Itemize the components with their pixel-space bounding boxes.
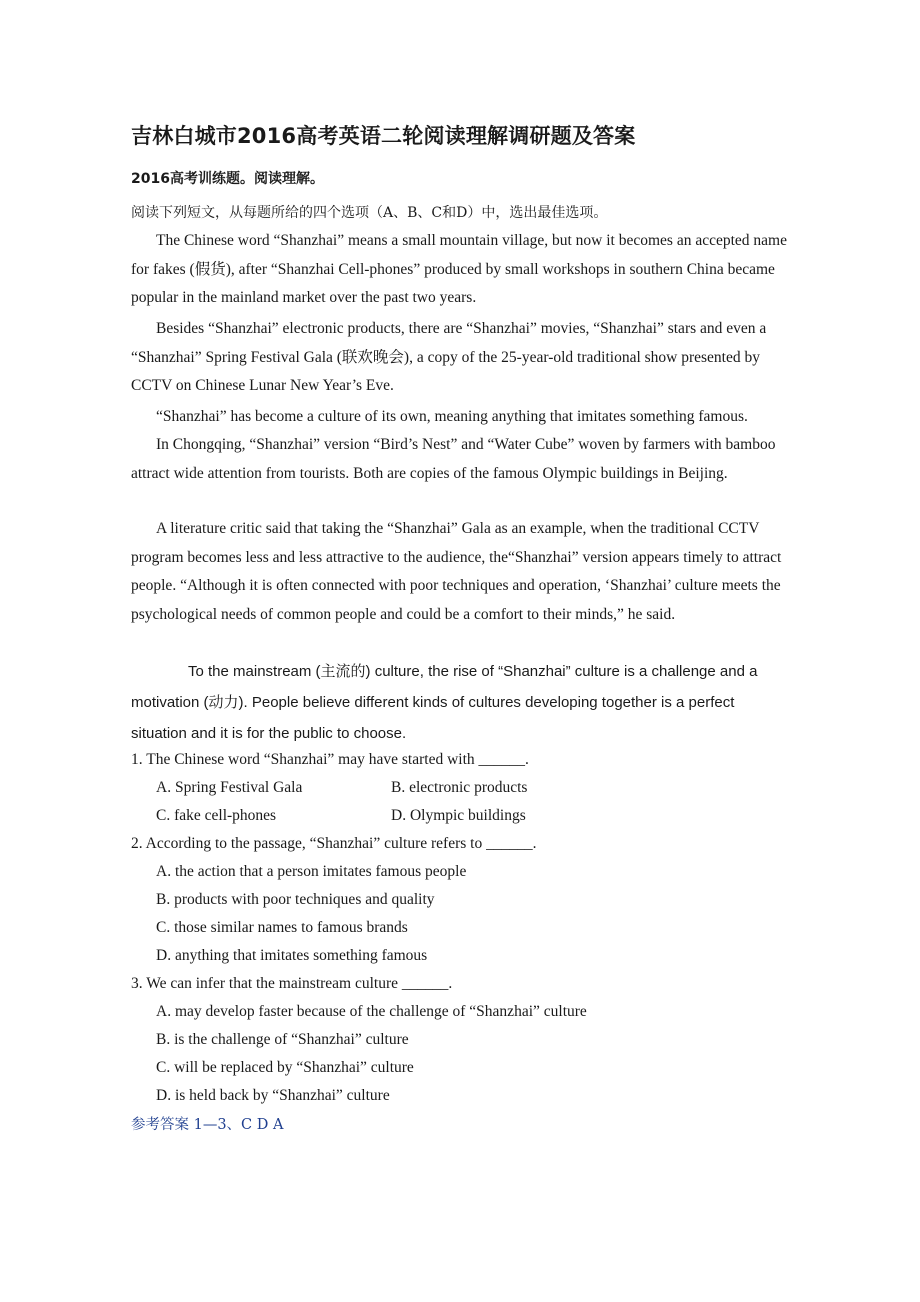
document-subtitle: 2016高考训练题。阅读理解。 xyxy=(131,171,324,187)
passage-paragraph: Besides “Shanzhai” electronic products, there are “Shanzhai” movies, “Shanzhai” stars and even a “Shanzhai” Spring Festival Gala (联欢晚会), a copy of the 25-year-old traditional show presented by CCTV on Chinese Lunar New Year’s Eve. xyxy=(131,320,767,394)
question-1-option-a: A. Spring Festival Gala xyxy=(156,779,303,796)
passage-paragraph: In Chongqing, “Shanzhai” version “Bird’s Nest” and “Water Cube” woven by farmers with bamboo attract wide attention from tourists. Both are copies of the famous Olympic buildings in Beijing. xyxy=(131,436,776,482)
question-2-option-c: C. those similar names to famous brands xyxy=(156,919,408,936)
question-2-option-d: D. anything that imitates something famous xyxy=(156,947,428,964)
reading-instruction: 阅读下列短文，从每题所给的四个选项（A、B、C和D）中，选出最佳选项。 xyxy=(131,205,608,221)
passage-paragraph: A literature critic said that taking the “Shanzhai” Gala as an example, when the traditional CCTV program becomes less and less attractive to the audience, the“Shanzhai” version appears timely to attract people. “Although it is often connected with poor techniques and operation, ‘Shanzhai’ culture meets the psychological needs of common people and could be a comfort to their minds,” he said. xyxy=(131,520,782,623)
passage-paragraph: To the mainstream (主流的) culture, the rise of “Shanzhai” culture is a challenge and a motivation (动力). People believe different kinds of cultures developing together is a perfect situation and it is for the public to choose. xyxy=(131,663,758,742)
question-3-option-d: D. is held back by “Shanzhai” culture xyxy=(156,1087,390,1104)
question-1-option-d: D. Olympic buildings xyxy=(391,807,526,824)
question-3-option-b: B. is the challenge of “Shanzhai” culture xyxy=(156,1031,409,1048)
question-2-stem: 2. According to the passage, “Shanzhai” culture refers to ______. xyxy=(131,835,537,852)
question-1-stem: 1. The Chinese word “Shanzhai” may have started with ______. xyxy=(131,751,529,768)
document-title: 吉林白城市2016高考英语二轮阅读理解调研题及答案 xyxy=(131,124,636,148)
question-3-option-a: A. may develop faster because of the challenge of “Shanzhai” culture xyxy=(156,1003,587,1020)
question-3-stem: 3. We can infer that the mainstream culture ______. xyxy=(131,975,453,992)
question-2-option-b: B. products with poor techniques and quality xyxy=(156,891,435,908)
question-2-option-a: A. the action that a person imitates famous people xyxy=(156,863,467,880)
question-3-option-c: C. will be replaced by “Shanzhai” culture xyxy=(156,1059,414,1076)
passage-paragraph: “Shanzhai” has become a culture of its own, meaning anything that imitates something famous. xyxy=(156,408,748,425)
passage-paragraph: The Chinese word “Shanzhai” means a small mountain village, but now it becomes an accepted name for fakes (假货), after “Shanzhai Cell-phones” produced by small workshops in southern China became popular in the mainland market over the past two years. xyxy=(131,232,787,306)
question-1-option-b: B. electronic products xyxy=(391,779,528,796)
answer-key: 参考答案 1—3、C D A xyxy=(131,1117,284,1133)
question-1-option-c: C. fake cell-phones xyxy=(156,807,277,824)
